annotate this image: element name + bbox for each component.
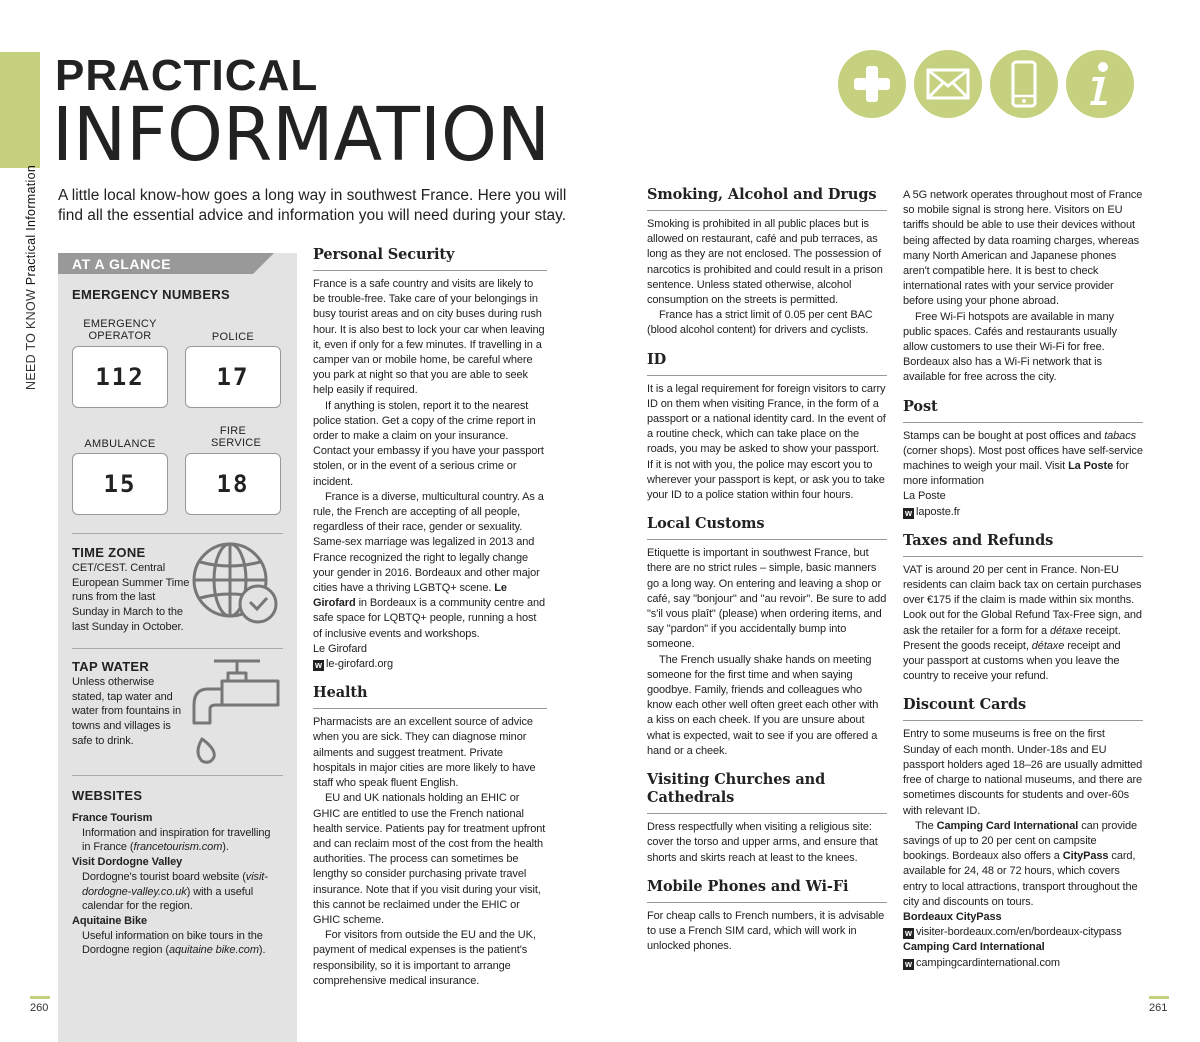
category-icons xyxy=(838,50,1134,118)
listing-url[interactable]: w le-girofard.org xyxy=(313,657,547,672)
body-paragraph: France is a safe country and visits are likely to be trouble-free. Take care of your belongings in busy tourist areas and on city buses during rush hour. It is also best to lock your car when leaving it, even if only for a few minutes. If travelling in a camper van or mobile home, be careful where you park at night so that you are able to seek help easily if required. xyxy=(313,278,545,397)
body-paragraph: A 5G network operates throughout most of France so mobile signal is strong here. Visitors on EU tariffs should be able to use their devices without being affected by data roaming charges, whereas many North American and Japanese phones aren't compatible here. It is best to check international rates with your service provider before using your phone abroad. xyxy=(903,189,1143,308)
web-icon: w xyxy=(903,508,914,519)
page-title-line1: PRACTICAL xyxy=(55,51,319,100)
websites-heading: WEBSITES xyxy=(72,788,143,803)
vertical-label-prefix: NEED TO KNOW xyxy=(24,288,38,390)
tap-icon xyxy=(188,653,284,778)
section-color-tab xyxy=(0,52,40,168)
body-paragraph: Dress respectfully when visiting a religious site: cover the torso and upper arms, and ensure that shorts and skirts reach at least to the knees. xyxy=(647,821,878,864)
health-heading: Health xyxy=(313,684,368,702)
web-icon: w xyxy=(903,959,914,970)
website-desc: Dordogne's tourist board website (visit-dordogne-valley.co.uk) with a useful calendar for the region. xyxy=(82,870,268,913)
body-paragraph: Pharmacists are an excellent source of advice when you are sick. They can diagnose minor ailments and suggest treatment. Private hospitals in major cities are more likely to have staff who speak fluent English. xyxy=(313,716,536,790)
body-paragraph: The French usually shake hands on meeting someone for the first time and when saying goodbye. Family, friends and colleagues who know each other well often greet each other with a kiss on each cheek. If you are unsure about what is expected, wait to see if you are offered a hand or a cheek. xyxy=(647,653,879,757)
churches-heading: Visiting Churches and Cathedrals xyxy=(647,771,826,807)
id-heading: ID xyxy=(647,350,667,368)
web-icon: w xyxy=(903,928,914,939)
personal-security-heading: Personal Security xyxy=(313,246,455,263)
body-paragraph: It is a legal requirement for foreign visitors to carry ID on them when visiting France, in the form of a passport or a national identity card. In the event of a routine check, which can take place on the roads, you may be asked to show your passport. If it is not with you, the police may escort you to wherever your passport is kept, or ask you to take your ID to a police station within four hours. xyxy=(647,382,886,502)
fire-service-label: FIRE SERVICE xyxy=(211,425,262,449)
ambulance-label: AMBULANCE xyxy=(84,438,156,450)
at-a-glance-heading: AT A GLANCE xyxy=(58,253,253,274)
websites-list xyxy=(72,811,277,958)
page-title-line2: INFORMATION xyxy=(52,92,551,178)
body-paragraph: Etiquette is important in southwest France, but there are no strict rules – simple, basic manners go a long way. On entering and leaving a shop or café, say "bonjour" and "au revoir". Be sure to add "s'il vous plaît" (please) when ordering items, and say "pardon" if you accidentally bump into someone. xyxy=(647,547,887,651)
tap-water-text: Unless otherwise stated, tap water and water from fountains in towns and villages is safe to drink. xyxy=(72,676,181,747)
website-desc: Information and inspiration for travelling in France (francetourism.com). xyxy=(82,826,271,854)
body-paragraph: France has a strict limit of 0.05 per cent BAC (blood alcohol content) for drivers and cyclists. xyxy=(647,309,873,337)
time-zone-text: CET/CEST. Central European Summer Time runs from the last Sunday in March to the last Sunday in October. xyxy=(72,562,190,633)
listing-url[interactable]: w laposte.fr xyxy=(903,505,1143,520)
phone-icon xyxy=(990,50,1058,118)
vertical-label-suffix: Practical Information xyxy=(24,164,38,286)
body-paragraph: Smoking is prohibited in all public places but is allowed on restaurant, café and pub terraces, as long as they are not enclosed. The possession of narcotics is prohibited and could result in a prison sentence. Unless stated otherwise, alcohol consumption on the streets is permitted. xyxy=(647,218,883,307)
mobile-phones-heading: Mobile Phones and Wi-Fi xyxy=(647,877,849,895)
column-1 xyxy=(313,246,547,1001)
listing-url[interactable]: w campingcardinternational.com xyxy=(903,956,1143,971)
body-paragraph: EU and UK nationals holding an EHIC or GHIC are entitled to use the French national health service. Patients pay for treatment upfront and can reclaim most of the cost from the health authorities. The process can sometimes be lengthy so consider purchasing private travel insurance. Note that if you visit during your visit, this cannot be reclaimed under the EHIC or GHIC scheme. xyxy=(313,792,546,926)
page-number-left: 260 xyxy=(30,1002,49,1014)
divider xyxy=(72,775,283,776)
body-paragraph: France is a diverse, multicultural country. As a rule, the French are accepting of all people, regardless of their race, gender or sexuality. Same-sex marriage was legalized in 2013 and France recognized the right to legally change your gender in 2016. Bordeaux and other major cities have a thriving LGBTQ+ scene. Le Girofard in Bordeaux is a community centre and safe space for LQBTQ+ people, running a host of inclusive events and workshops. xyxy=(313,490,546,640)
website-name: Visit Dordogne Valley xyxy=(72,856,183,869)
emergency-numbers-heading: EMERGENCY NUMBERS xyxy=(72,287,230,302)
taxes-heading: Taxes and Refunds xyxy=(903,531,1054,549)
discount-cards-heading: Discount Cards xyxy=(903,696,1027,714)
fire-service-number: 18 xyxy=(185,453,281,515)
page-number-bar xyxy=(30,996,50,999)
web-icon: w xyxy=(313,660,324,671)
body-paragraph: The Camping Card International can provide savings of up to 20 per cent on campsite bookings. Bordeaux also offers a CityPass card, available for 24, 48 or 72 hours, which covers entry to local attractions, transport throughout the city and discounts on tours. xyxy=(903,819,1138,908)
emergency-operator-label: EMERGENCY OPERATOR xyxy=(83,318,157,342)
info-icon xyxy=(1066,50,1134,118)
column-3 xyxy=(903,188,1143,983)
body-paragraph: For cheap calls to French numbers, it is advisable to use a French SIM card, which will work in unlocked phones. xyxy=(647,909,885,953)
body-paragraph: Free Wi-Fi hotspots are available in many public spaces. Cafés and restaurants usually allow customers to use their Wi-Fi for free. Bordeaux also has a Wi-Fi network that is available for free across the city. xyxy=(903,310,1117,384)
body-paragraph: For visitors from outside the EU and the UK, payment of medical expenses is the patient's responsibility, so it is important to arrange comprehensive medical insurance. xyxy=(313,929,536,987)
ambulance-number: 15 xyxy=(72,453,168,515)
listing-name: Bordeaux CityPass xyxy=(903,910,1002,923)
column-2 xyxy=(647,186,887,966)
body-paragraph: Entry to some museums is free on the first Sunday of each month. Under-18s and EU passport holders aged 18–26 are usually admitted free of charge to national museums, and there are sometimes discounts for students and over-60s with relevant ID. xyxy=(903,728,1143,817)
listing-name: La Poste xyxy=(903,490,946,503)
body-paragraph: If anything is stolen, report it to the nearest police station. Get a copy of the crime report in order to make a claim on your insurance. Contact your embassy if you have your passport stolen, or in the event of a serious crime or incident. xyxy=(313,399,544,488)
divider xyxy=(72,648,283,649)
intro-paragraph: A little local know-how goes a long way in southwest France. Here you will find all the essential advice and information you will need during your stay. xyxy=(58,187,567,224)
local-customs-heading: Local Customs xyxy=(647,515,765,533)
body-paragraph: VAT is around 20 per cent in France. Non-EU residents can claim back tax on certain purchases over €175 if the claim is made within six months. Look out for the Global Refund Tax-Free sign, and ask the retailer for a form for a détaxe receipt. Present the goods receipt, détaxe receipt and your passport at customs when you leave the country to receive your refund. xyxy=(903,563,1142,683)
plus-icon xyxy=(838,50,906,118)
globe-clock-icon xyxy=(190,540,282,637)
listing-name: Camping Card International xyxy=(903,941,1045,954)
website-name: Aquitaine Bike xyxy=(72,914,148,927)
police-number: 17 xyxy=(185,346,281,408)
page-number-bar xyxy=(1149,996,1169,999)
listing-url[interactable]: w visiter-bordeaux.com/en/bordeaux-citypass xyxy=(903,925,1143,940)
post-heading: Post xyxy=(903,397,938,415)
website-desc: Useful information on bike tours in the Dordogne region (aquitaine bike.com). xyxy=(82,929,266,957)
mail-icon xyxy=(914,50,982,118)
emergency-operator-number: 112 xyxy=(72,346,168,408)
listing-name: Le Girofard xyxy=(313,642,367,655)
at-a-glance-panel xyxy=(58,253,297,1042)
page-number-right: 261 xyxy=(1149,1002,1168,1014)
police-label: POLICE xyxy=(211,331,255,343)
tap-water-heading: TAP WATER xyxy=(72,659,150,674)
smoking-heading: Smoking, Alcohol and Drugs xyxy=(647,186,877,203)
girofard-link-text: Le Girofard xyxy=(313,582,507,610)
body-paragraph: Stamps can be bought at post offices and tabacs (corner shops). Most post offices have self-service machines to weigh your mail. Visit La Poste for more information xyxy=(903,429,1143,488)
divider xyxy=(72,533,283,534)
section-vertical-label xyxy=(24,165,38,390)
time-zone-heading: TIME ZONE xyxy=(72,545,146,560)
website-name: France Tourism xyxy=(72,812,153,824)
